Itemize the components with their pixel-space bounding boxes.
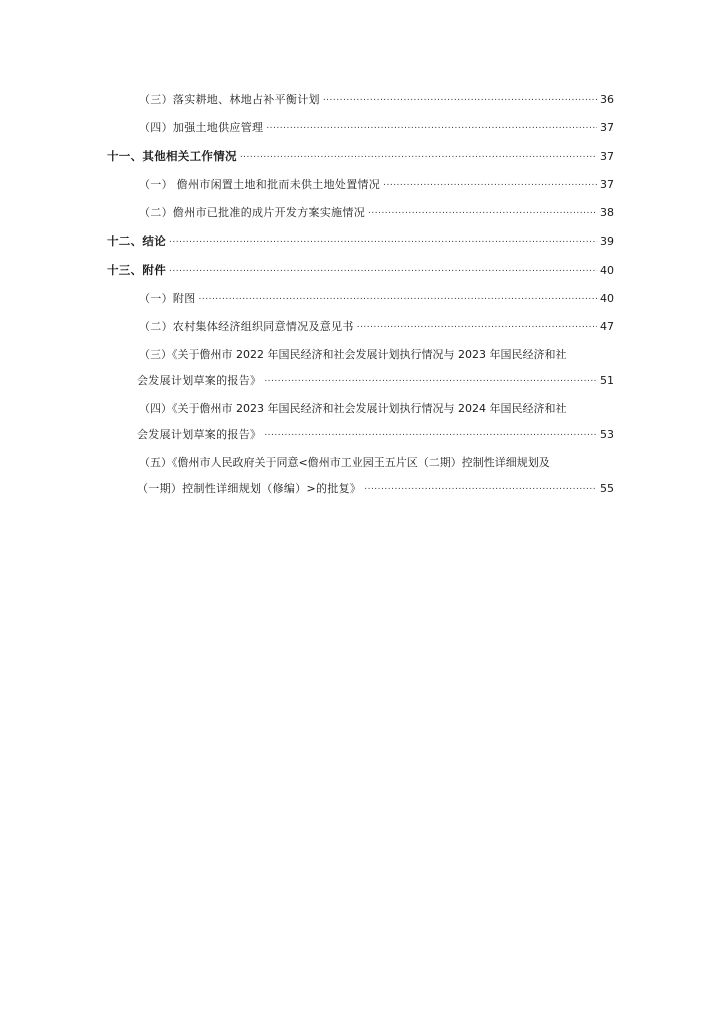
dot-leader — [357, 320, 597, 330]
toc-entry-title-line1: （五）《儋州市人民政府关于同意<儋州市工业园王五片区（二期）控制性详细规划及 — [139, 456, 550, 469]
dot-leader — [368, 206, 597, 216]
dot-leader — [240, 150, 597, 160]
toc-entry-12[interactable] — [107, 233, 614, 250]
toc-entry-13-3[interactable] — [107, 347, 614, 389]
toc-entry-title-line2: 会发展计划草案的报告》 — [137, 374, 262, 387]
toc-entry-title: 十二、结论 — [107, 234, 166, 248]
toc-entry-title: （二）儋州市已批准的成片开发方案实施情况 — [139, 206, 365, 219]
toc-entry-13-1[interactable] — [107, 291, 614, 307]
toc-page-number: 37 — [600, 178, 614, 191]
dot-leader — [169, 264, 597, 274]
toc-page-number: 53 — [600, 428, 614, 441]
toc-entry-11[interactable] — [107, 148, 614, 165]
toc-entry-title: 十三、附件 — [107, 263, 166, 277]
table-of-contents — [107, 92, 614, 509]
toc-page-number: 51 — [600, 374, 614, 387]
toc-entry-title-line2: 会发展计划草案的报告》 — [137, 428, 262, 441]
toc-entry-title: （三）落实耕地、林地占补平衡计划 — [139, 93, 320, 106]
toc-entry-3-3[interactable] — [107, 92, 614, 108]
dot-leader — [383, 178, 597, 188]
toc-page-number: 40 — [600, 264, 614, 277]
dot-leader — [266, 121, 597, 131]
toc-page-number: 36 — [600, 93, 614, 106]
dot-leader — [264, 428, 597, 438]
toc-page-number: 40 — [600, 292, 614, 305]
dot-leader — [169, 235, 597, 245]
dot-leader — [264, 374, 597, 384]
toc-entry-11-2[interactable] — [107, 205, 614, 221]
toc-entry-13-5[interactable] — [107, 455, 614, 497]
toc-entry-title-line2: （一期）控制性详细规划（修编）>的批复》 — [137, 482, 362, 495]
toc-page-number: 47 — [600, 320, 614, 333]
toc-entry-13[interactable] — [107, 262, 614, 279]
toc-page-number: 55 — [600, 482, 614, 495]
toc-entry-title: （一） 儋州市闲置土地和批而未供土地处置情况 — [139, 178, 381, 191]
dot-leader — [199, 292, 598, 302]
toc-entry-13-2[interactable] — [107, 319, 614, 335]
toc-entry-13-4[interactable] — [107, 401, 614, 443]
toc-entry-3-4[interactable] — [107, 120, 614, 136]
toc-entry-title-line1: （三）《关于儋州市 2022 年国民经济和社会发展计划执行情况与 2023 年国民经济和社 — [139, 348, 567, 361]
toc-entry-title: （四）加强土地供应管理 — [139, 121, 264, 134]
toc-entry-title: （一）附图 — [139, 292, 196, 305]
dot-leader — [364, 482, 597, 492]
dot-leader — [323, 93, 597, 103]
toc-page-number: 39 — [600, 235, 614, 248]
toc-entry-title: 十一、其他相关工作情况 — [107, 149, 237, 163]
toc-entry-title-line1: （四）《关于儋州市 2023 年国民经济和社会发展计划执行情况与 2024 年国民经济和社 — [139, 402, 567, 415]
toc-page-number: 37 — [600, 150, 614, 163]
toc-page-number: 37 — [600, 121, 614, 134]
toc-entry-title: （二）农村集体经济组织同意情况及意见书 — [139, 320, 354, 333]
toc-page-number: 38 — [600, 206, 614, 219]
toc-entry-11-1[interactable] — [107, 177, 614, 193]
